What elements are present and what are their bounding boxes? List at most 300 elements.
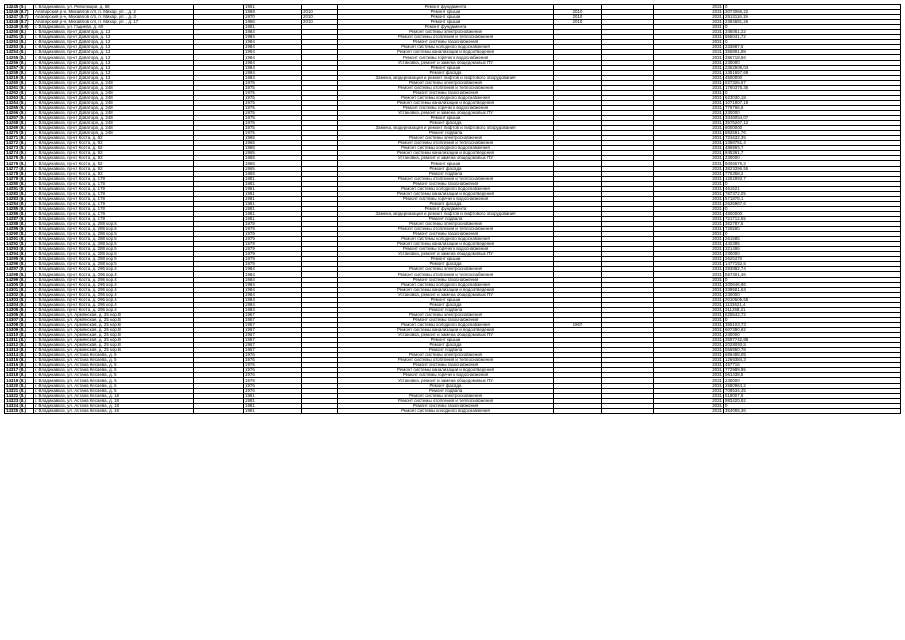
plan-year-cell: 2031 [654,267,724,272]
row-id-cell: 14312 (8.) [5,343,34,348]
repair-plan-table [4,4,901,414]
row-id-cell: 14248 (8.7) [5,20,34,25]
address-cell: г. Владикавказ, ул. Астана Кесаева, д. 18 [34,403,194,408]
work-type-cell: Ремонт системы горячего водоснабжения [338,105,554,110]
build-year-cell: 1979 [244,242,302,247]
plan-year-cell: 2031 [654,358,724,363]
plan-year-cell: 2031 [654,5,724,10]
work-type-cell: Ремонт фасада [338,343,554,348]
work-type-cell: Ремонт системы канализации и водоотведения [338,50,554,55]
plan-year-cell: 2031 [654,227,724,232]
build-year-cell: 1981 [244,408,302,413]
work-type-cell: Ремонт системы канализации и водоотведения [338,242,554,247]
row-id-cell: 14249 (8.9) [5,25,34,30]
address-cell: г. Владикавказ, пр-кт Коста, д. 296 кор.4 [34,267,194,272]
address-cell: г. Владикавказ, пр-кт Коста, д. 288 кор.5 [34,252,194,257]
build-year-cell: 1976 [244,388,302,393]
work-type-cell: Установка, ремонт и замена общедомовых ПУ [338,110,554,115]
address-cell: Алагирский р-н, Михайлов с/п, п. Михар, ул. , д. 17 [34,20,194,25]
cost-cell: 293882,74 [724,267,901,272]
build-year-cell: 1984 [244,50,302,55]
plan-year-cell: 2031 [654,206,724,211]
work-type-cell: Ремонт системы газоснабжения [338,403,554,408]
cost-cell: 0 [724,90,901,95]
plan-year-cell: 2031 [654,126,724,131]
row-id-cell: 14277 (8.) [5,166,34,171]
cost-cell: 556950,78 [724,348,901,353]
row-id-cell: 14317 (8.) [5,368,34,373]
row-id-cell: 14254 (8.) [5,50,34,55]
build-year-cell: 1975 [244,121,302,126]
build-year-cell: 1981 [244,403,302,408]
address-cell: г. Владикавказ, пр-кт Коста, д. 296 кор.4 [34,272,194,277]
work-type-cell: Замена, модернизация и ремонт лифтов и лифтового оборудования [338,211,554,216]
cost-cell: 726590 [724,227,901,232]
address-cell: г. Владикавказ, пр-кт Коста, д. 296 кор.4 [34,307,194,312]
row-id-cell: 14264 (8.) [5,100,34,105]
work-type-cell: Ремонт системы газоснабжения [338,181,554,186]
spreadsheet-page [4,4,900,414]
address-cell: г. Владикавказ, пр-кт Коста, д. 288 кор.5 [34,262,194,267]
cost-cell: 1760375,35 [724,85,901,90]
address-cell: г. Владикавказ, пр-кт Коста, д. 288 кор.5 [34,237,194,242]
cost-cell: 776796,8 [724,105,901,110]
build-year-cell: 1984 [244,55,302,60]
row-id-cell: 14252 (8.) [5,40,34,45]
build-year-cell: 1975 [244,85,302,90]
plan-year-cell: 2031 [654,363,724,368]
address-cell: г. Владикавказ, пр-кт Коста, д. 92 [34,166,194,171]
work-type-cell: Установка, ремонт и замена общедомовых ПУ [338,378,554,383]
row-id-cell: 14280 (8.) [5,181,34,186]
last-repair-year-cell: 2010 [302,20,338,25]
address-cell: г. Владикавказ, пр-кт Доватора, д. 13 [34,60,194,65]
address-cell: г. Владикавказ, пр-кт Доватора, д. 248 [34,116,194,121]
row-id-cell: 14323 (8.) [5,398,34,403]
address-cell: г. Владикавказ, пр-кт Коста, д. 288 кор.5 [34,222,194,227]
cost-cell: 230000 [724,252,901,257]
row-id-cell: 14299 (8.) [5,277,34,282]
work-type-cell: Ремонт системы холодного водоснабжения [338,146,554,151]
address-cell: г. Владикавказ, пр-кт Доватора, д. 13 [34,30,194,35]
plan-year-cell: 2031 [654,222,724,227]
build-year-cell: 1967 [244,322,302,327]
build-year-cell: 1984 [244,302,302,307]
plan-year-cell: 2031 [654,287,724,292]
address-cell: г. Владикавказ, пр-кт Коста, д. 288 кор.5 [34,247,194,252]
address-cell: г. Владикавказ, пр-кт Доватора, д. 248 [34,126,194,131]
build-year-cell: 1967 [244,333,302,338]
build-year-cell: 1981 [244,393,302,398]
cost-cell: 233887,6 [724,45,901,50]
row-id-cell: 14262 (8.) [5,90,34,95]
row-id-cell: 14281 (8.) [5,186,34,191]
cost-cell: 669488,05 [724,353,901,358]
plan-year-cell: 2031 [654,312,724,317]
prior-repair-cell: 2010 [554,20,602,25]
plan-year-cell: 2031 [654,191,724,196]
row-id-cell: 14307 (8.) [5,317,34,322]
last-repair-year-cell: 2010 [302,15,338,20]
cost-cell: 1368751,4 [724,141,901,146]
row-id-cell: 14271 (8.) [5,136,34,141]
plan-year-cell: 2031 [654,85,724,90]
row-id-cell: 14297 (8.) [5,267,34,272]
address-cell: г. Владикавказ, ул. Астана Кесаева, д. 5 [34,368,194,373]
build-year-cell: 1976 [244,363,302,368]
cost-cell: 721712,55 [724,216,901,221]
row-id-cell: 14309 (8.) [5,328,34,333]
row-id-cell: 14275 (8.) [5,156,34,161]
address-cell: г. Владикавказ, пр-кт Доватора, д. 13 [34,75,194,80]
build-year-cell: 1984 [244,307,302,312]
work-type-cell: Ремонт крыши [338,257,554,262]
plan-year-cell: 2031 [654,90,724,95]
plan-year-cell: 2031 [654,373,724,378]
build-year-cell: 1984 [244,70,302,75]
plan-year-cell: 2031 [654,166,724,171]
address-cell: г. Владикавказ, пр-кт Доватора, д. 248 [34,110,194,115]
cost-cell: 1133621,4 [724,302,901,307]
address-cell: г. Владикавказ, пр-кт Коста, д. 92 [34,136,194,141]
address-cell: г. Владикавказ, пр-кт Коста, д. 178 [34,216,194,221]
address-cell: г. Владикавказ, пр-кт Доватора, д. 13 [34,40,194,45]
cost-cell: 772989,95 [724,368,901,373]
row-id-cell: 14320 (8.) [5,383,34,388]
cost-cell: 2513116,19 [724,15,901,20]
row-id-cell: 14306 (8.) [5,312,34,317]
cost-cell: 525542,72 [724,312,901,317]
plan-year-cell: 2031 [654,398,724,403]
work-type-cell: Ремонт системы электроснабжения [338,393,554,398]
build-year-cell: 1975 [244,100,302,105]
work-type-cell: Ремонт системы холодного водоснабжения [338,237,554,242]
row-id-cell: 14287 (8.) [5,216,34,221]
build-year-cell: 1981 [244,181,302,186]
build-year-cell: 1981 [244,176,302,181]
work-type-cell: Ремонт системы канализации и водоотведения [338,100,554,105]
address-cell: г. Владикавказ, пр-кт Коста, д. 178 [34,176,194,181]
row-id-cell: 14294 (8.) [5,252,34,257]
work-type-cell: Ремонт системы отопления и теплоснабжения [338,272,554,277]
work-type-cell: Ремонт подвала [338,388,554,393]
table-row [5,408,901,413]
build-year-cell: 1967 [244,348,302,353]
address-cell: г. Владикавказ, пр-кт Коста, д. 296 кор.4 [34,277,194,282]
address-cell: г. Владикавказ, пр-кт Доватора, д. 13 [34,35,194,40]
row-id-cell: 14295 (8.) [5,257,34,262]
plan-year-cell: 2031 [654,45,724,50]
plan-year-cell: 2031 [654,10,724,15]
build-year-cell: 1984 [244,297,302,302]
row-id-cell: 14282 (8.) [5,191,34,196]
work-type-cell: Ремонт фасада [338,70,554,75]
build-year-cell: 1981 [244,206,302,211]
address-cell: Алагирский р-н, Михайлов с/п, п. Михар, ул. , д. 3 [34,15,194,20]
plan-year-cell: 2031 [654,25,724,30]
cost-cell: 6000000 [724,126,901,131]
work-type-cell: Ремонт системы электроснабжения [338,80,554,85]
row-id-cell: 14255 (8.) [5,55,34,60]
build-year-cell: 1976 [244,368,302,373]
cost-cell: 4500000 [724,75,901,80]
cost-cell: 345061,22 [724,30,901,35]
row-id-cell: 14253 (8.) [5,45,34,50]
cost-cell: 0 [724,232,901,237]
row-id-cell: 14325 (8.) [5,408,34,413]
work-type-cell: Ремонт системы электроснабжения [338,136,554,141]
build-year-cell: 1981 [244,25,302,30]
work-type-cell: Ремонт системы отопления и теплоснабжения [338,358,554,363]
cost-cell: 731632,35 [724,136,901,141]
build-year-cell: 1976 [244,353,302,358]
work-type-cell: Ремонт системы горячего водоснабжения [338,196,554,201]
plan-year-cell: 2031 [654,80,724,85]
build-year-cell: 1979 [244,252,302,257]
row-id-cell: 14269 (8.) [5,126,34,131]
plan-year-cell: 2031 [654,297,724,302]
work-type-cell: Ремонт подвала [338,131,554,136]
build-year-cell: 1967 [244,338,302,343]
address-cell: г. Владикавказ, пр-кт Коста, д. 92 [34,151,194,156]
cost-cell: 1262993,7 [724,176,901,181]
plan-year-cell: 2031 [654,186,724,191]
cost-cell: 1269384,3 [724,358,901,363]
table-body [5,5,901,414]
plan-year-cell: 2031 [654,237,724,242]
cost-cell: 311258,31 [724,307,901,312]
cost-cell: 2580964,2 [724,383,901,388]
cost-cell: 527326,57 [724,80,901,85]
plan-year-cell: 2031 [654,70,724,75]
row-id-cell: 14219 (8.) [5,75,34,80]
work-type-cell: Ремонт системы канализации и водоотведения [338,287,554,292]
cost-cell: 2626967,6 [724,201,901,206]
work-type-cell: Ремонт фасада [338,302,554,307]
plan-year-cell: 2031 [654,292,724,297]
row-id-cell: 14283 (8.) [5,196,34,201]
address-cell: г. Владикавказ, пр-кт Доватора, д. 13 [34,65,194,70]
plan-year-cell: 2031 [654,388,724,393]
row-id-cell: 14251 (8.) [5,35,34,40]
address-cell: г. Владикавказ, пр-кт Доватора, д. 248 [34,85,194,90]
row-id-cell: 14298 (8.) [5,272,34,277]
plan-year-cell: 2031 [654,131,724,136]
address-cell: г. Владикавказ, пр-кт Коста, д. 178 [34,206,194,211]
plan-year-cell: 2031 [654,343,724,348]
build-year-cell: 1981 [244,186,302,191]
address-cell: г. Владикавказ, пр-кт Доватора, д. 248 [34,90,194,95]
row-id-cell: 14284 (8.) [5,201,34,206]
build-year-cell: 1966 [244,20,302,25]
work-type-cell: Замена, модернизация и ремонт лифтов и лифтового оборудования [338,126,554,131]
build-year-cell: 1965 [244,136,302,141]
cost-cell: 230000 [724,378,901,383]
row-id-cell: 14321 (8.) [5,388,34,393]
cost-cell: 2394681,26 [724,20,901,25]
work-type-cell: Ремонт системы холодного водоснабжения [338,408,554,413]
work-type-cell: Ремонт системы канализации и водоотведения [338,368,554,373]
build-year-cell: 1965 [244,151,302,156]
row-id-cell: 14301 (8.) [5,287,34,292]
address-cell: г. Владикавказ, пр-кт Коста, д. 92 [34,146,194,151]
row-id-cell: 14276 (8.) [5,161,34,166]
row-id-cell: 14245 (9.) [5,5,34,10]
build-year-cell: 1975 [244,116,302,121]
address-cell: г. Владикавказ, пр-кт Коста, д. 296 кор.4 [34,302,194,307]
row-id-cell: 14258 (8.) [5,70,34,75]
plan-year-cell: 2031 [654,50,724,55]
plan-year-cell: 2031 [654,20,724,25]
work-type-cell: Ремонт подвала [338,307,554,312]
work-type-cell: Ремонт фундамента [338,5,554,10]
address-cell: г. Владикавказ, пр-кт Коста, д. 178 [34,186,194,191]
plan-year-cell: 2031 [654,277,724,282]
build-year-cell: 1981 [244,398,302,403]
row-id-cell: 14278 (8.) [5,171,34,176]
row-id-cell: 14266 (8.) [5,110,34,115]
address-cell: г. Владикавказ, пр-кт Коста, д. 178 [34,211,194,216]
address-cell: г. Владикавказ, ул. Астана Кесаева, д. 5 [34,358,194,363]
cost-cell: 3597742,88 [724,338,901,343]
cost-cell: 261585 [724,237,901,242]
plan-year-cell: 2031 [654,116,724,121]
cost-cell: 519007,8 [724,393,901,398]
cost-cell: 557401,46 [724,272,901,277]
build-year-cell: 1967 [244,317,302,322]
cost-cell: 230000 [724,333,901,338]
build-year-cell: 1984 [244,65,302,70]
address-cell: г. Владикавказ, ул. Революции, д. 58 [34,5,194,10]
plan-year-cell: 2031 [654,196,724,201]
address-cell: г. Владикавказ, ул. Астана Кесаева, д. 5 [34,353,194,358]
build-year-cell: 1979 [244,262,302,267]
build-year-cell: 1984 [244,60,302,65]
row-id-cell: 14247 (8.7) [5,15,34,20]
plan-year-cell: 2031 [654,121,724,126]
cost-cell: 1071907,19 [724,100,901,105]
address-cell: г. Владикавказ, ул. Армянская, д. 25 кор.В [34,343,194,348]
cost-cell: 2028093,8 [724,343,901,348]
row-id-cell: 14296 (8.) [5,262,34,267]
address-cell: г. Владикавказ, пр-кт Доватора, д. 13 [34,70,194,75]
address-cell: г. Владикавказ, ул. Астана Кесаева, д. 5 [34,378,194,383]
address-cell: г. Владикавказ, ул. Армянская, д. 25 кор.В [34,312,194,317]
row-id-cell: 14292 (8.) [5,242,34,247]
plan-year-cell: 2031 [654,95,724,100]
cost-cell: 230000 [724,156,901,161]
address-cell: г. Владикавказ, пр-кт Доватора, д. 248 [34,105,194,110]
row-id-cell: 14319 (8.) [5,378,34,383]
address-cell: г. Владикавказ, пр-кт Коста, д. 296 кор.4 [34,287,194,292]
row-id-cell: 14256 (8.) [5,60,34,65]
work-type-cell: Ремонт крыши [338,116,554,121]
work-type-cell: Ремонт фасада [338,166,554,171]
cost-cell: 708534,45 [724,388,901,393]
cost-cell: 3575267,12 [724,121,901,126]
build-year-cell: 1970 [244,15,302,20]
build-year-cell: 1984 [244,30,302,35]
cost-cell: 1477152,5 [724,262,901,267]
work-type-cell: Ремонт крыши [338,20,554,25]
cost-cell: 0 [724,40,901,45]
row-id-cell: 14291 (8.) [5,237,34,242]
work-type-cell: Замена, модернизация и ремонт лифтов и лифтового оборудования [338,75,554,80]
work-type-cell: Ремонт системы электроснабжения [338,267,554,272]
cost-cell: 655041,72 [724,35,901,40]
cost-cell: 230000 [724,110,901,115]
plan-year-cell: 2031 [654,317,724,322]
plan-year-cell: 2031 [654,383,724,388]
plan-year-cell: 2031 [654,322,724,327]
work-type-cell: Установка, ремонт и замена общедомовых ПУ [338,60,554,65]
row-id-cell: 14261 (8.) [5,85,34,90]
address-cell: г. Владикавказ, пр-кт Доватора, д. 248 [34,80,194,85]
work-type-cell: Ремонт фундамента [338,25,554,30]
cost-cell: 845361,7 [724,151,901,156]
cost-cell: 354065,36 [724,408,901,413]
work-type-cell: Ремонт системы холодного водоснабжения [338,322,554,327]
build-year-cell: 1984 [244,277,302,282]
address-cell: г. Владикавказ, пр-кт Коста, д. 178 [34,196,194,201]
build-year-cell: 1967 [244,343,302,348]
cost-cell: 0 [724,206,901,211]
row-id-cell: 14300 (8.) [5,282,34,287]
work-type-cell: Ремонт крыши [338,15,554,20]
build-year-cell: 1981 [244,216,302,221]
build-year-cell: 1975 [244,95,302,100]
address-cell: г. Владикавказ, пр-кт Доватора, д. 13 [34,50,194,55]
work-type-cell: Ремонт системы газоснабжения [338,363,554,368]
plan-year-cell: 2031 [654,15,724,20]
cost-cell: 983420,92 [724,398,901,403]
cost-cell: 787372,05 [724,191,901,196]
work-type-cell: Установка, ремонт и замена общедомовых ПУ [338,156,554,161]
cost-cell: 321495 [724,247,901,252]
build-year-cell: 1965 [244,161,302,166]
plan-year-cell: 2031 [654,302,724,307]
build-year-cell: 1981 [244,191,302,196]
cost-cell: 2620470 [724,257,901,262]
prior-repair-cell: 2010 [554,10,602,15]
row-id-cell: 14257 (8.) [5,65,34,70]
row-id-cell: 14318 (8.) [5,373,34,378]
address-cell: г. Владикавказ, пр-кт Доватора, д. 13 [34,45,194,50]
row-id-cell: 14316 (8.) [5,363,34,368]
cost-cell: 0 [724,317,901,322]
plan-year-cell: 2031 [654,40,724,45]
address-cell: г. Владикавказ, пр-кт Коста, д. 92 [34,156,194,161]
build-year-cell: 1981 [244,211,302,216]
row-id-cell: 14285 (8.) [5,206,34,211]
cost-cell: 486993,7 [724,146,901,151]
cost-cell: 561438,5 [724,373,901,378]
address-cell: г. Владикавказ, пр-кт Коста, д. 178 [34,181,194,186]
cost-cell: 4500000 [724,211,901,216]
work-type-cell: Установка, ремонт и замена общедомовых ПУ [338,292,554,297]
plan-year-cell: 2031 [654,55,724,60]
address-cell: г. Владикавказ, пр-кт Коста, д. 288 кор.5 [34,227,194,232]
plan-year-cell: 2031 [654,30,724,35]
cost-cell: 359103,73 [724,322,901,327]
cost-cell: 0 [724,25,901,30]
build-year-cell: 1975 [244,105,302,110]
address-cell: г. Владикавказ, ул. Армянская, д. 25 кор.В [34,348,194,353]
plan-year-cell: 2031 [654,146,724,151]
work-type-cell: Ремонт крыши [338,65,554,70]
prior-repair-cell: 1967 [554,322,602,327]
address-cell: г. Владикавказ, ул. Армянская, д. 25 кор.В [34,333,194,338]
